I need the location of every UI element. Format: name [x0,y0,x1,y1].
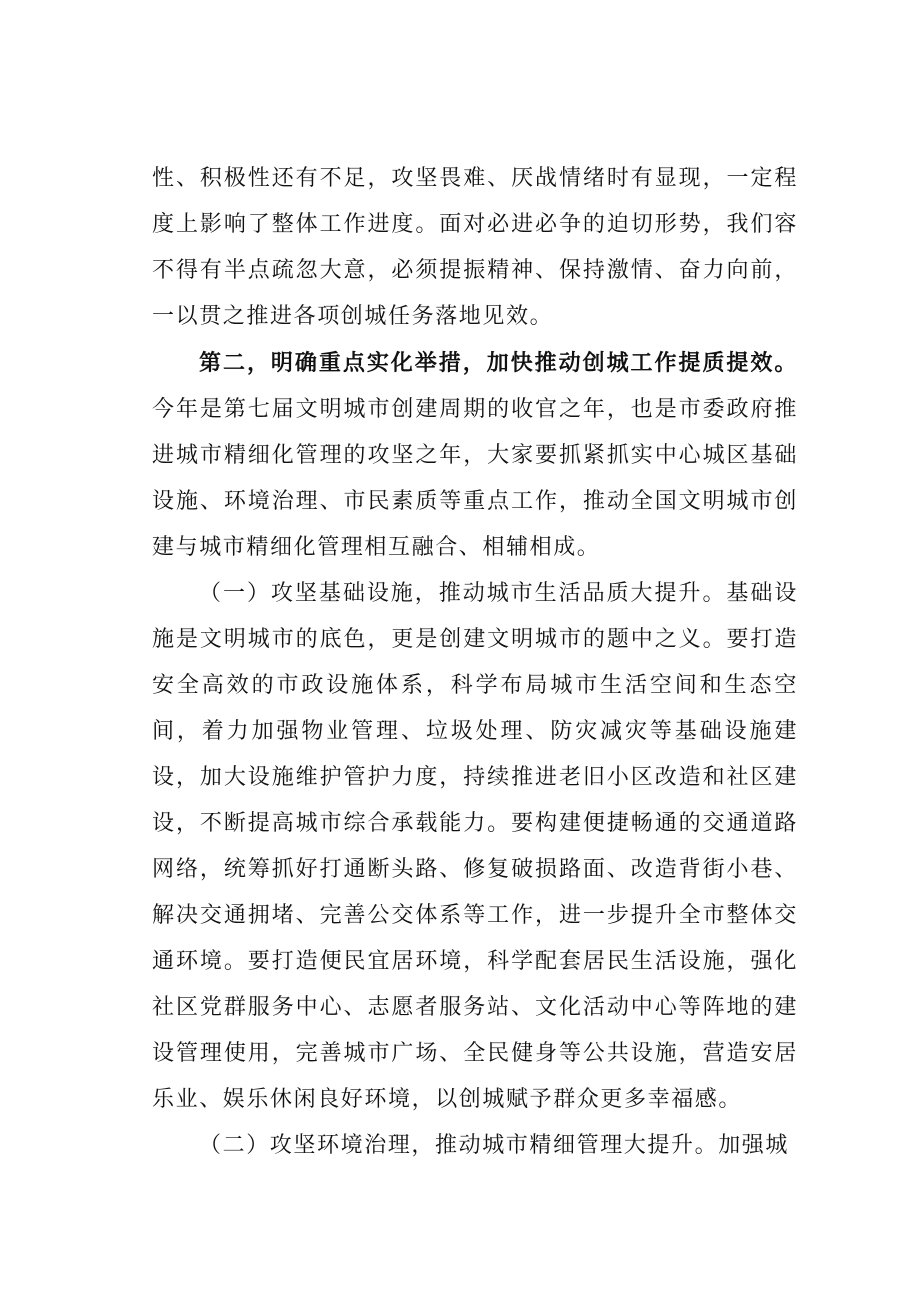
section-heading: 第二，明确重点实化举措，加快推动创城工作提质提效。 [199,350,798,376]
paragraph-environment [152,1123,798,1169]
paragraph-section-two [152,340,798,571]
document-body [152,156,798,1169]
paragraph-text: （二）攻坚环境治理，推动城市精细管理大提升。加强城 [199,1133,790,1158]
paragraph-text: 今年是第七届文明城市创建周期的收官之年，也是市委政府推进城市精细化管理的攻坚之年，大家要抓紧抓实中心城区基础设施、环境治理、市民素质等重点工作，推动全国文明城市创建与城市精细化管理相互融合、相辅相成。 [152,397,798,560]
paragraph-infrastructure [152,571,798,1123]
paragraph-text: （一）攻坚基础设施，推动城市生活品质大提升。基础设施是文明城市的底色，更是创建文明城市的题中之义。要打造安全高效的市政设施体系，科学布局城市生活空间和生态空间，着力加强物业管理、垃圾处理、防灾减灾等基础设施建设，加大设施维护管护力度，持续推进老旧小区改造和社区建设，不断提高城市综合承载能力。要构建便捷畅通的交通道路网络，统筹抓好打通断头路、修复破损路面、改造背街小巷、解决交通拥堵、完善公交体系等工作，进一步提升全市整体交通环境。要打造便民宜居环境，科学配套居民生活设施，强化社区党群服务中心、志愿者服务站、文化活动中心等阵地的建设管理使用，完善城市广场、全民健身等公共设施，营造安居乐业、娱乐休闲良好环境，以创城赋予群众更多幸福感。 [152,581,798,1112]
paragraph-continuation [152,156,798,340]
paragraph-text: 性、积极性还有不足，攻坚畏难、厌战情绪时有显现，一定程度上影响了整体工作进度。面对必进必争的迫切形势，我们容不得有半点疏忽大意，必须提振精神、保持激情、奋力向前，一以贯之推进各项创城任务落地见效。 [152,166,798,329]
